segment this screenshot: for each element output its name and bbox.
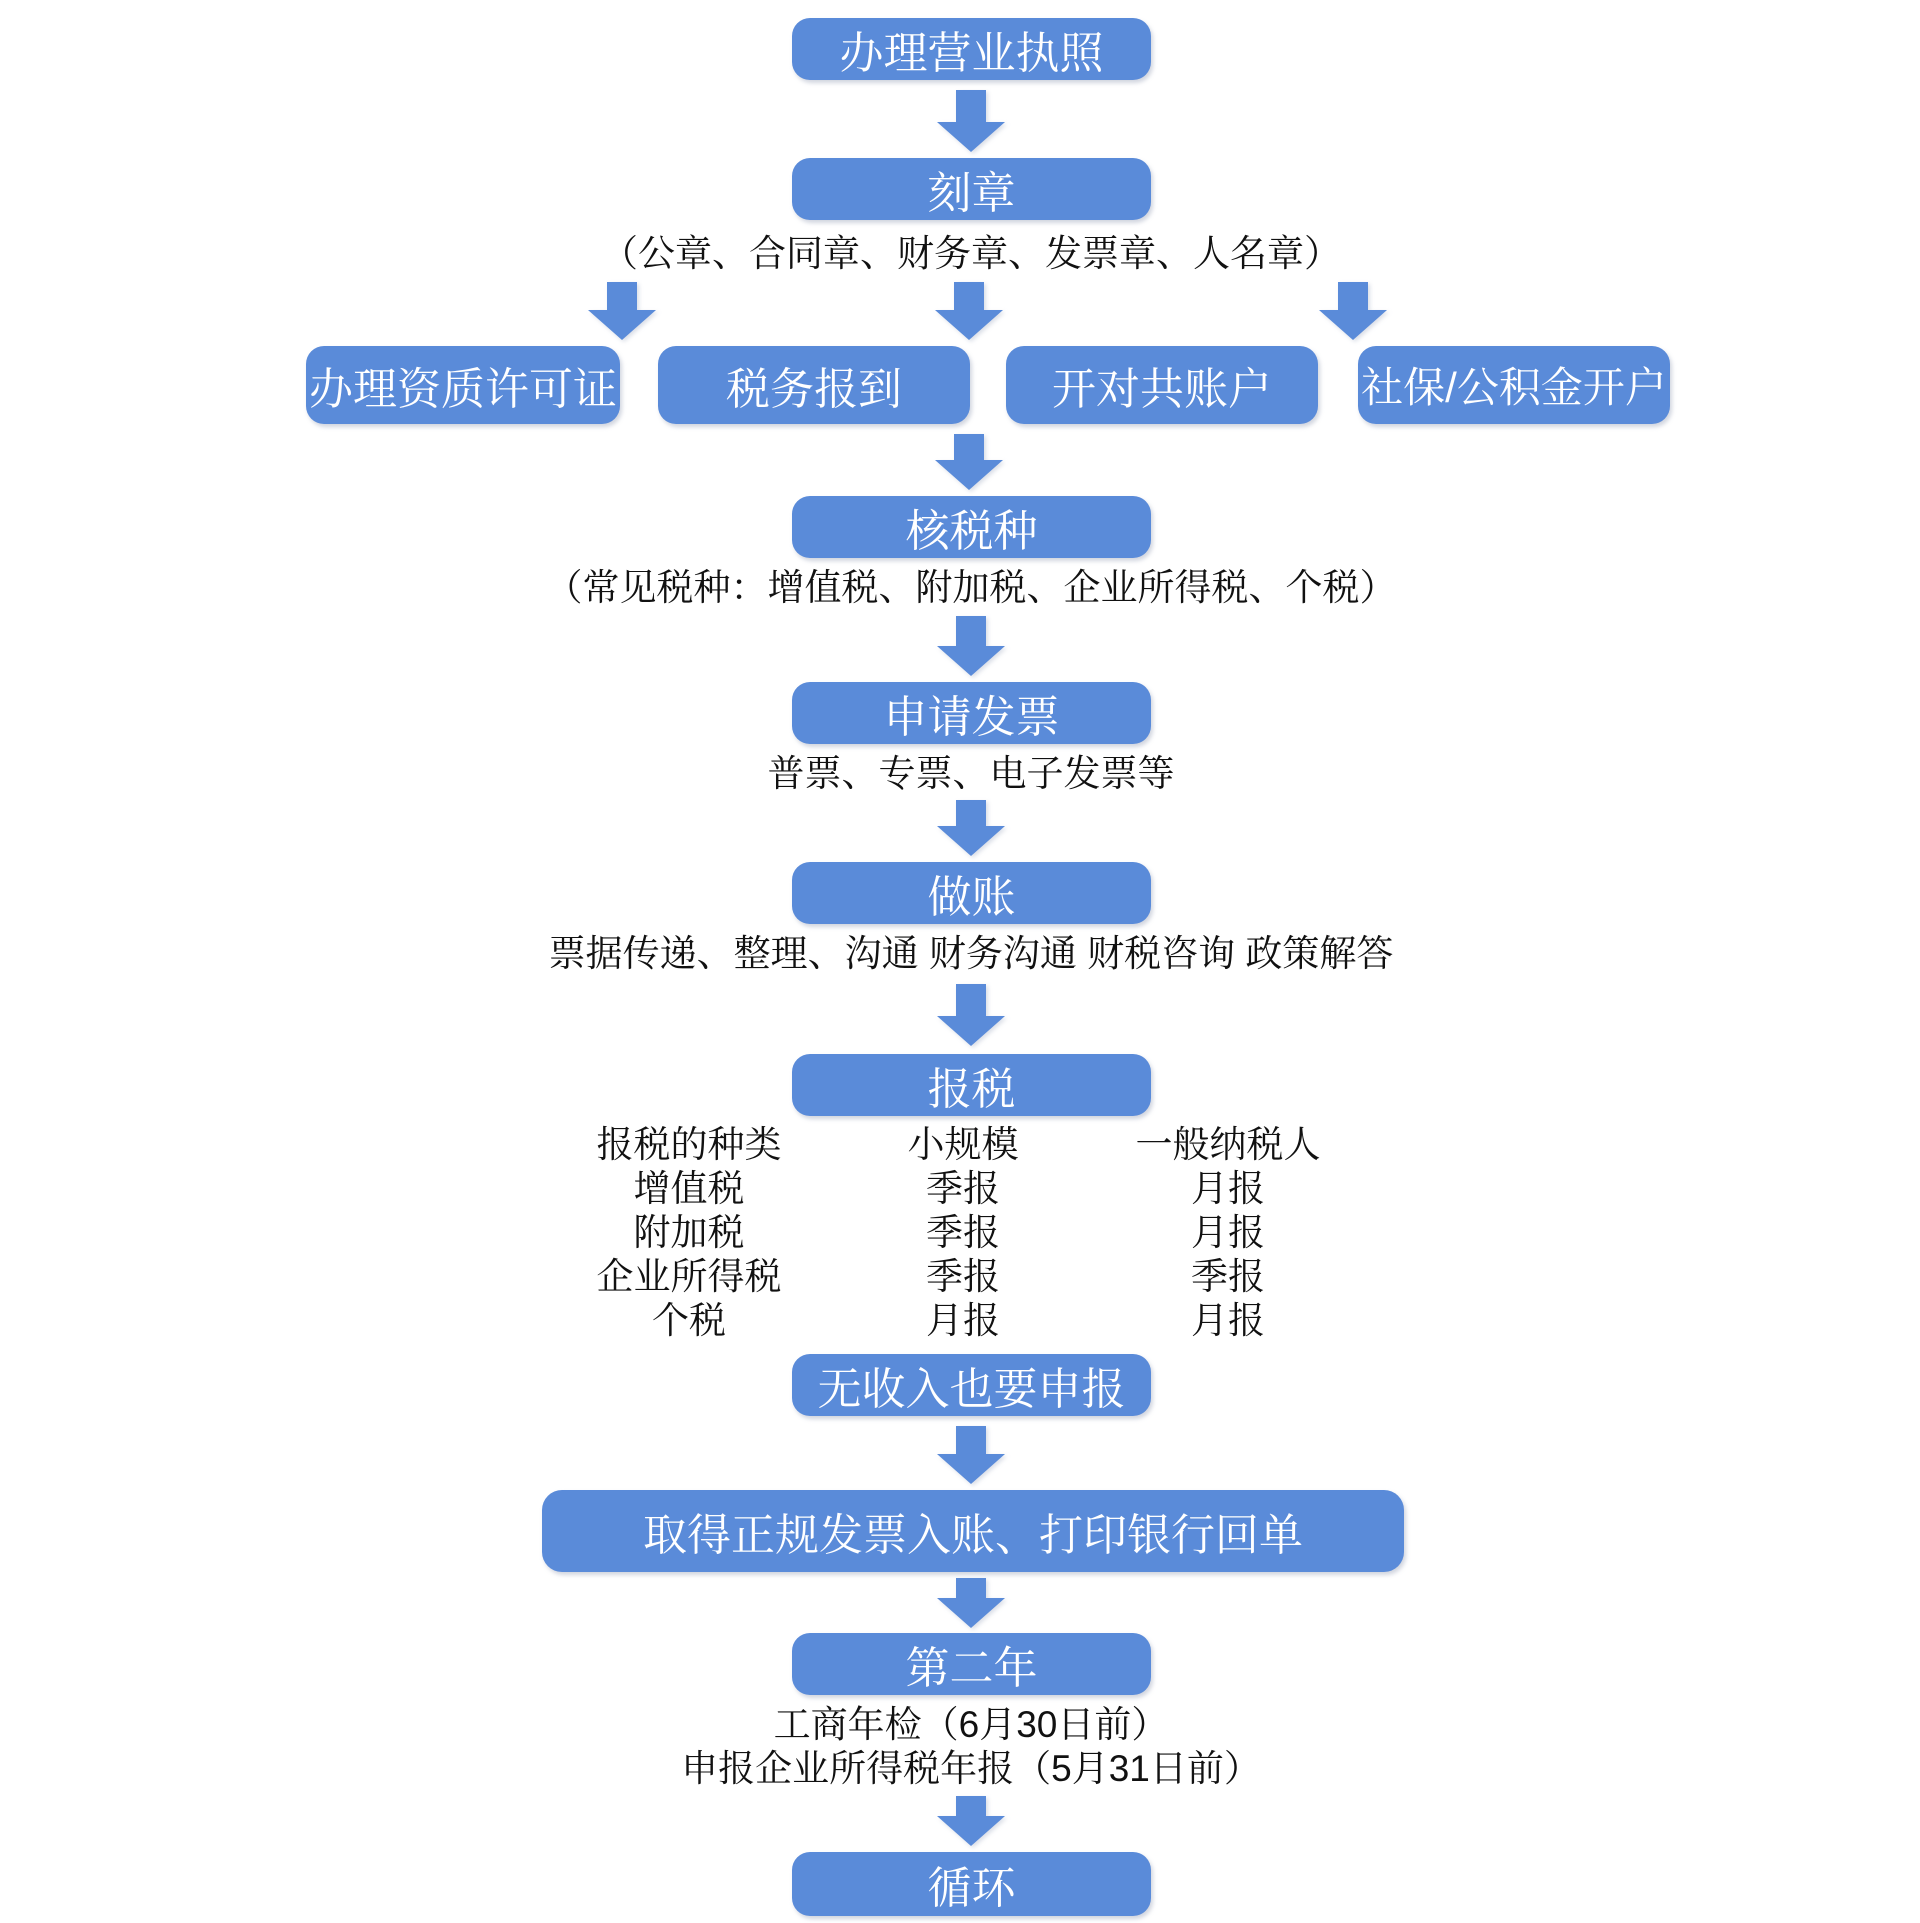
caption-common-taxes: （常见税种：增值税、附加税、企业所得税、个税） <box>545 567 1397 608</box>
flow-node-corporate-account: 开对共账户 <box>1006 346 1318 424</box>
flow-arrow-down <box>937 1796 1005 1846</box>
flow-node-tax-verification: 核税种 <box>792 496 1151 558</box>
flow-node-apply-invoice: 申请发票 <box>792 682 1151 744</box>
flow-node-tax-filing: 报税 <box>792 1054 1151 1116</box>
flow-arrow-down <box>937 616 1005 676</box>
flow-arrow-down <box>937 984 1005 1046</box>
caption-bookkeeping-services: 票据传递、整理、沟通 财务沟通 财税咨询 政策解答 <box>548 933 1394 974</box>
flow-node-tax-registration: 税务报到 <box>658 346 970 424</box>
table-cell: 附加税 <box>633 1212 745 1253</box>
flow-arrow-down <box>935 282 1003 340</box>
flow-node-business-license: 办理营业执照 <box>792 18 1151 80</box>
flow-node-social-insurance-account: 社保/公积金开户 <box>1358 346 1670 424</box>
tax-filing-table <box>540 1123 1440 1343</box>
caption-income-tax-annual-report: 申报企业所得税年报（5月31日前） <box>681 1748 1261 1789</box>
flow-arrow-down <box>937 1578 1005 1628</box>
table-header-small-scale: 小规模 <box>907 1124 1019 1165</box>
flow-arrow-down <box>588 282 656 340</box>
flow-arrow-down <box>937 90 1005 152</box>
table-cell: 月报 <box>1191 1300 1265 1341</box>
flow-arrow-down <box>1319 282 1387 340</box>
table-cell: 企业所得税 <box>596 1256 782 1297</box>
caption-seal-types: （公章、合同章、财务章、发票章、人名章） <box>601 233 1341 274</box>
table-cell: 个税 <box>652 1300 726 1341</box>
table-cell: 季报 <box>926 1168 1000 1209</box>
flow-node-qualification-license: 办理资质许可证 <box>306 346 620 424</box>
flow-node-cycle: 循环 <box>792 1852 1151 1916</box>
flow-node-bookkeeping: 做账 <box>792 862 1151 924</box>
table-cell: 增值税 <box>633 1168 745 1209</box>
caption-annual-inspection: 工商年检（6月30日前） <box>773 1704 1169 1745</box>
table-header-general-taxpayer: 一般纳税人 <box>1135 1124 1321 1165</box>
flow-node-invoice-entry-bank-receipt: 取得正规发票入账、打印银行回单 <box>542 1490 1404 1572</box>
flow-node-declare-even-no-income: 无收入也要申报 <box>792 1354 1151 1416</box>
table-header-filing-type: 报税的种类 <box>596 1124 782 1165</box>
table-cell: 季报 <box>926 1256 1000 1297</box>
table-cell: 月报 <box>926 1300 1000 1341</box>
flow-arrow-down <box>937 1426 1005 1484</box>
table-cell: 月报 <box>1191 1212 1265 1253</box>
table-cell: 月报 <box>1191 1168 1265 1209</box>
flow-node-second-year: 第二年 <box>792 1633 1151 1695</box>
caption-invoice-types: 普票、专票、电子发票等 <box>767 753 1175 794</box>
table-cell: 季报 <box>1191 1256 1265 1297</box>
flow-node-seals: 刻章 <box>792 158 1151 220</box>
flow-arrow-down <box>935 434 1003 490</box>
flow-arrow-down <box>937 800 1005 856</box>
table-cell: 季报 <box>926 1212 1000 1253</box>
